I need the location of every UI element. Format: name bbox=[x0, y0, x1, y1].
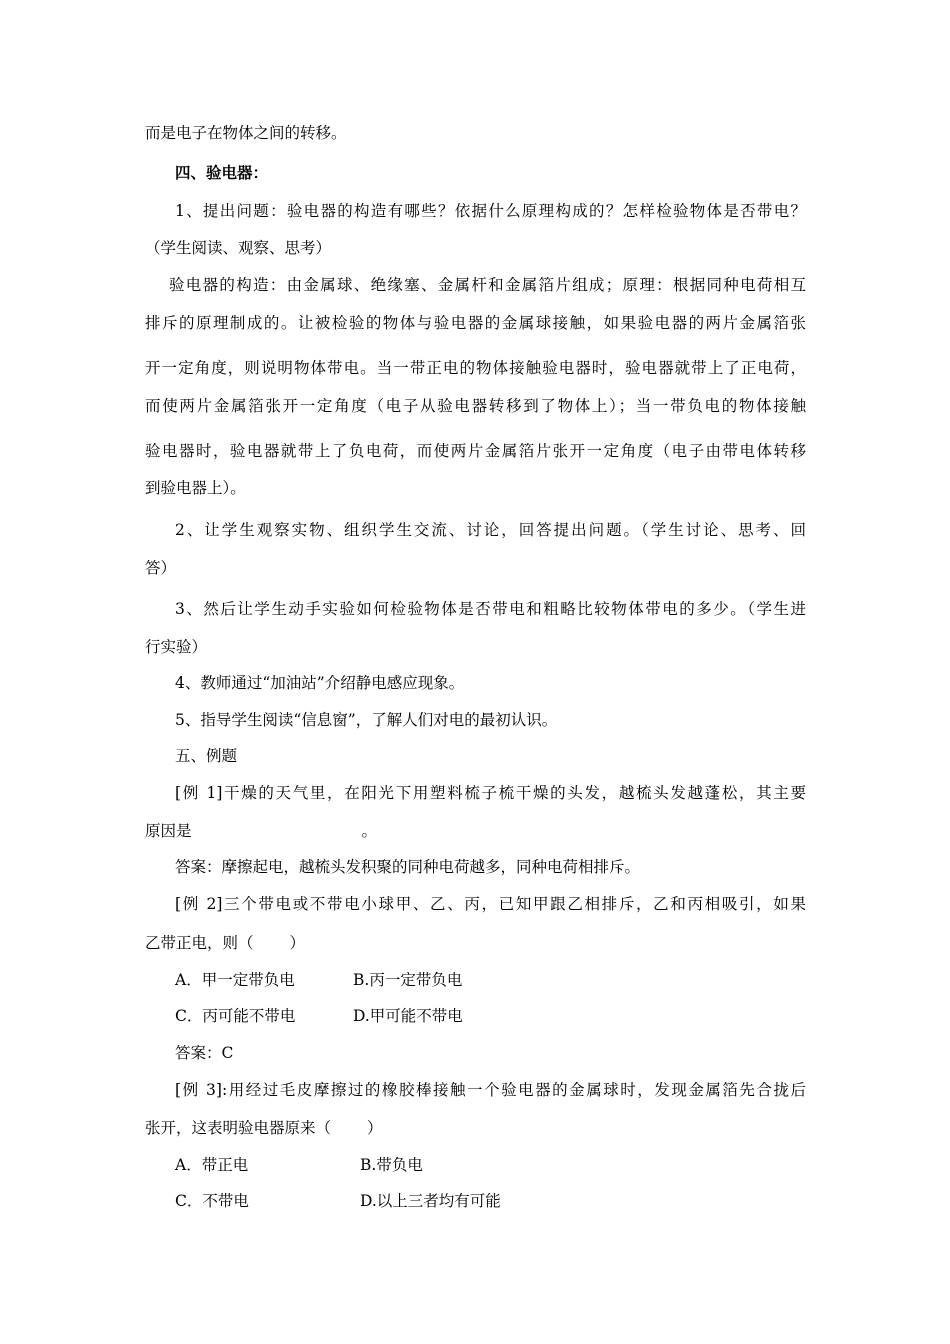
text-line: 3、然后让学生动手实验如何检验物体是否带电和粗略比较物体带电的多少。（学生进 bbox=[175, 600, 806, 618]
option-b: B.带负电 bbox=[360, 1156, 423, 1174]
example-question: [例 2]三个带电或不带电小球甲、乙、丙，已知甲跟乙相排斥，乙和丙相吸引，如果 bbox=[175, 895, 806, 913]
text-segment: 张开，这表明验电器原来（ bbox=[145, 1119, 332, 1137]
section-heading: 五、例题 bbox=[175, 747, 238, 765]
text-line: 5、指导学生阅读“信息窗”，了解人们对电的最初认识。 bbox=[175, 711, 558, 729]
text-segment: 原因是 bbox=[145, 822, 192, 840]
text-line: 行实验） bbox=[145, 638, 208, 656]
text-line: 2、让学生观察实物、组织学生交流、讨论，回答提出问题。（学生讨论、思考、回 bbox=[175, 521, 806, 539]
option-row bbox=[175, 1191, 501, 1211]
section-heading: 四、验电器： bbox=[175, 163, 269, 182]
text-segment: 乙带正电，则（ bbox=[145, 934, 254, 952]
option-b: B.丙一定带负电 bbox=[353, 971, 463, 989]
text-line: 而是电子在物体之间的转移。 bbox=[145, 124, 347, 142]
option-d: D.甲可能不带电 bbox=[353, 1007, 463, 1025]
text-line: 答） bbox=[145, 559, 177, 577]
option-a: A．带正电 bbox=[175, 1156, 249, 1174]
text-segment: 。 bbox=[361, 822, 378, 840]
text-segment: ） bbox=[367, 1119, 383, 1137]
text-line bbox=[145, 933, 305, 953]
example-question: [例 1]干燥的天气里，在阳光下用塑料梳子梳干燥的头发，越梳头发越蓬松，其主要 bbox=[175, 784, 806, 802]
text-line: 到验电器上）。 bbox=[145, 479, 246, 497]
text-line: 验电器的构造：由金属球、绝缘塞、金属杆和金属箔片组成；原理：根据同种电荷相互 bbox=[169, 276, 806, 294]
option-c: C．不带电 bbox=[175, 1192, 249, 1210]
option-row bbox=[175, 970, 463, 990]
option-c: C．丙可能不带电 bbox=[175, 1007, 296, 1025]
option-row bbox=[175, 1155, 423, 1175]
example-question: [例 3]:用经过毛皮摩擦过的橡胶棒接触一个验电器的金属球时，发现金属箔先合拢后 bbox=[175, 1081, 806, 1099]
text-line bbox=[145, 1118, 383, 1138]
text-segment: ） bbox=[289, 934, 306, 952]
answer-line: 答案：C bbox=[175, 1044, 234, 1062]
text-line: （学生阅读、观察、思考） bbox=[145, 239, 332, 257]
option-d: D.以上三者均有可能 bbox=[360, 1192, 501, 1210]
text-line bbox=[145, 821, 377, 841]
text-line: 而使两片金属箔张开一定角度（电子从验电器转移到了物体上）；当一带负电的物体接触 bbox=[145, 397, 806, 415]
text-line: 验电器时，验电器就带上了负电荷，而使两片金属箔片张开一定角度（电子由带电体转移 bbox=[145, 442, 806, 460]
answer-line: 答案：摩擦起电，越梳头发积聚的同种电荷越多，同种电荷相排斥。 bbox=[175, 858, 641, 876]
text-line: 排斥的原理制成的。让被检验的物体与验电器的金属球接触，如果验电器的两片金属箔张 bbox=[145, 314, 806, 332]
text-line: 开一定角度，则说明物体带电。当一带正电的物体接触验电器时，验电器就带上了正电荷， bbox=[145, 359, 806, 377]
text-line: 4、教师通过“加油站”介绍静电感应现象。 bbox=[175, 674, 465, 692]
option-row bbox=[175, 1006, 463, 1026]
option-a: A．甲一定带负电 bbox=[175, 971, 295, 989]
text-line: 1、提出问题：验电器的构造有哪些？依据什么原理构成的？怎样检验物体是否带电？ bbox=[175, 202, 806, 220]
